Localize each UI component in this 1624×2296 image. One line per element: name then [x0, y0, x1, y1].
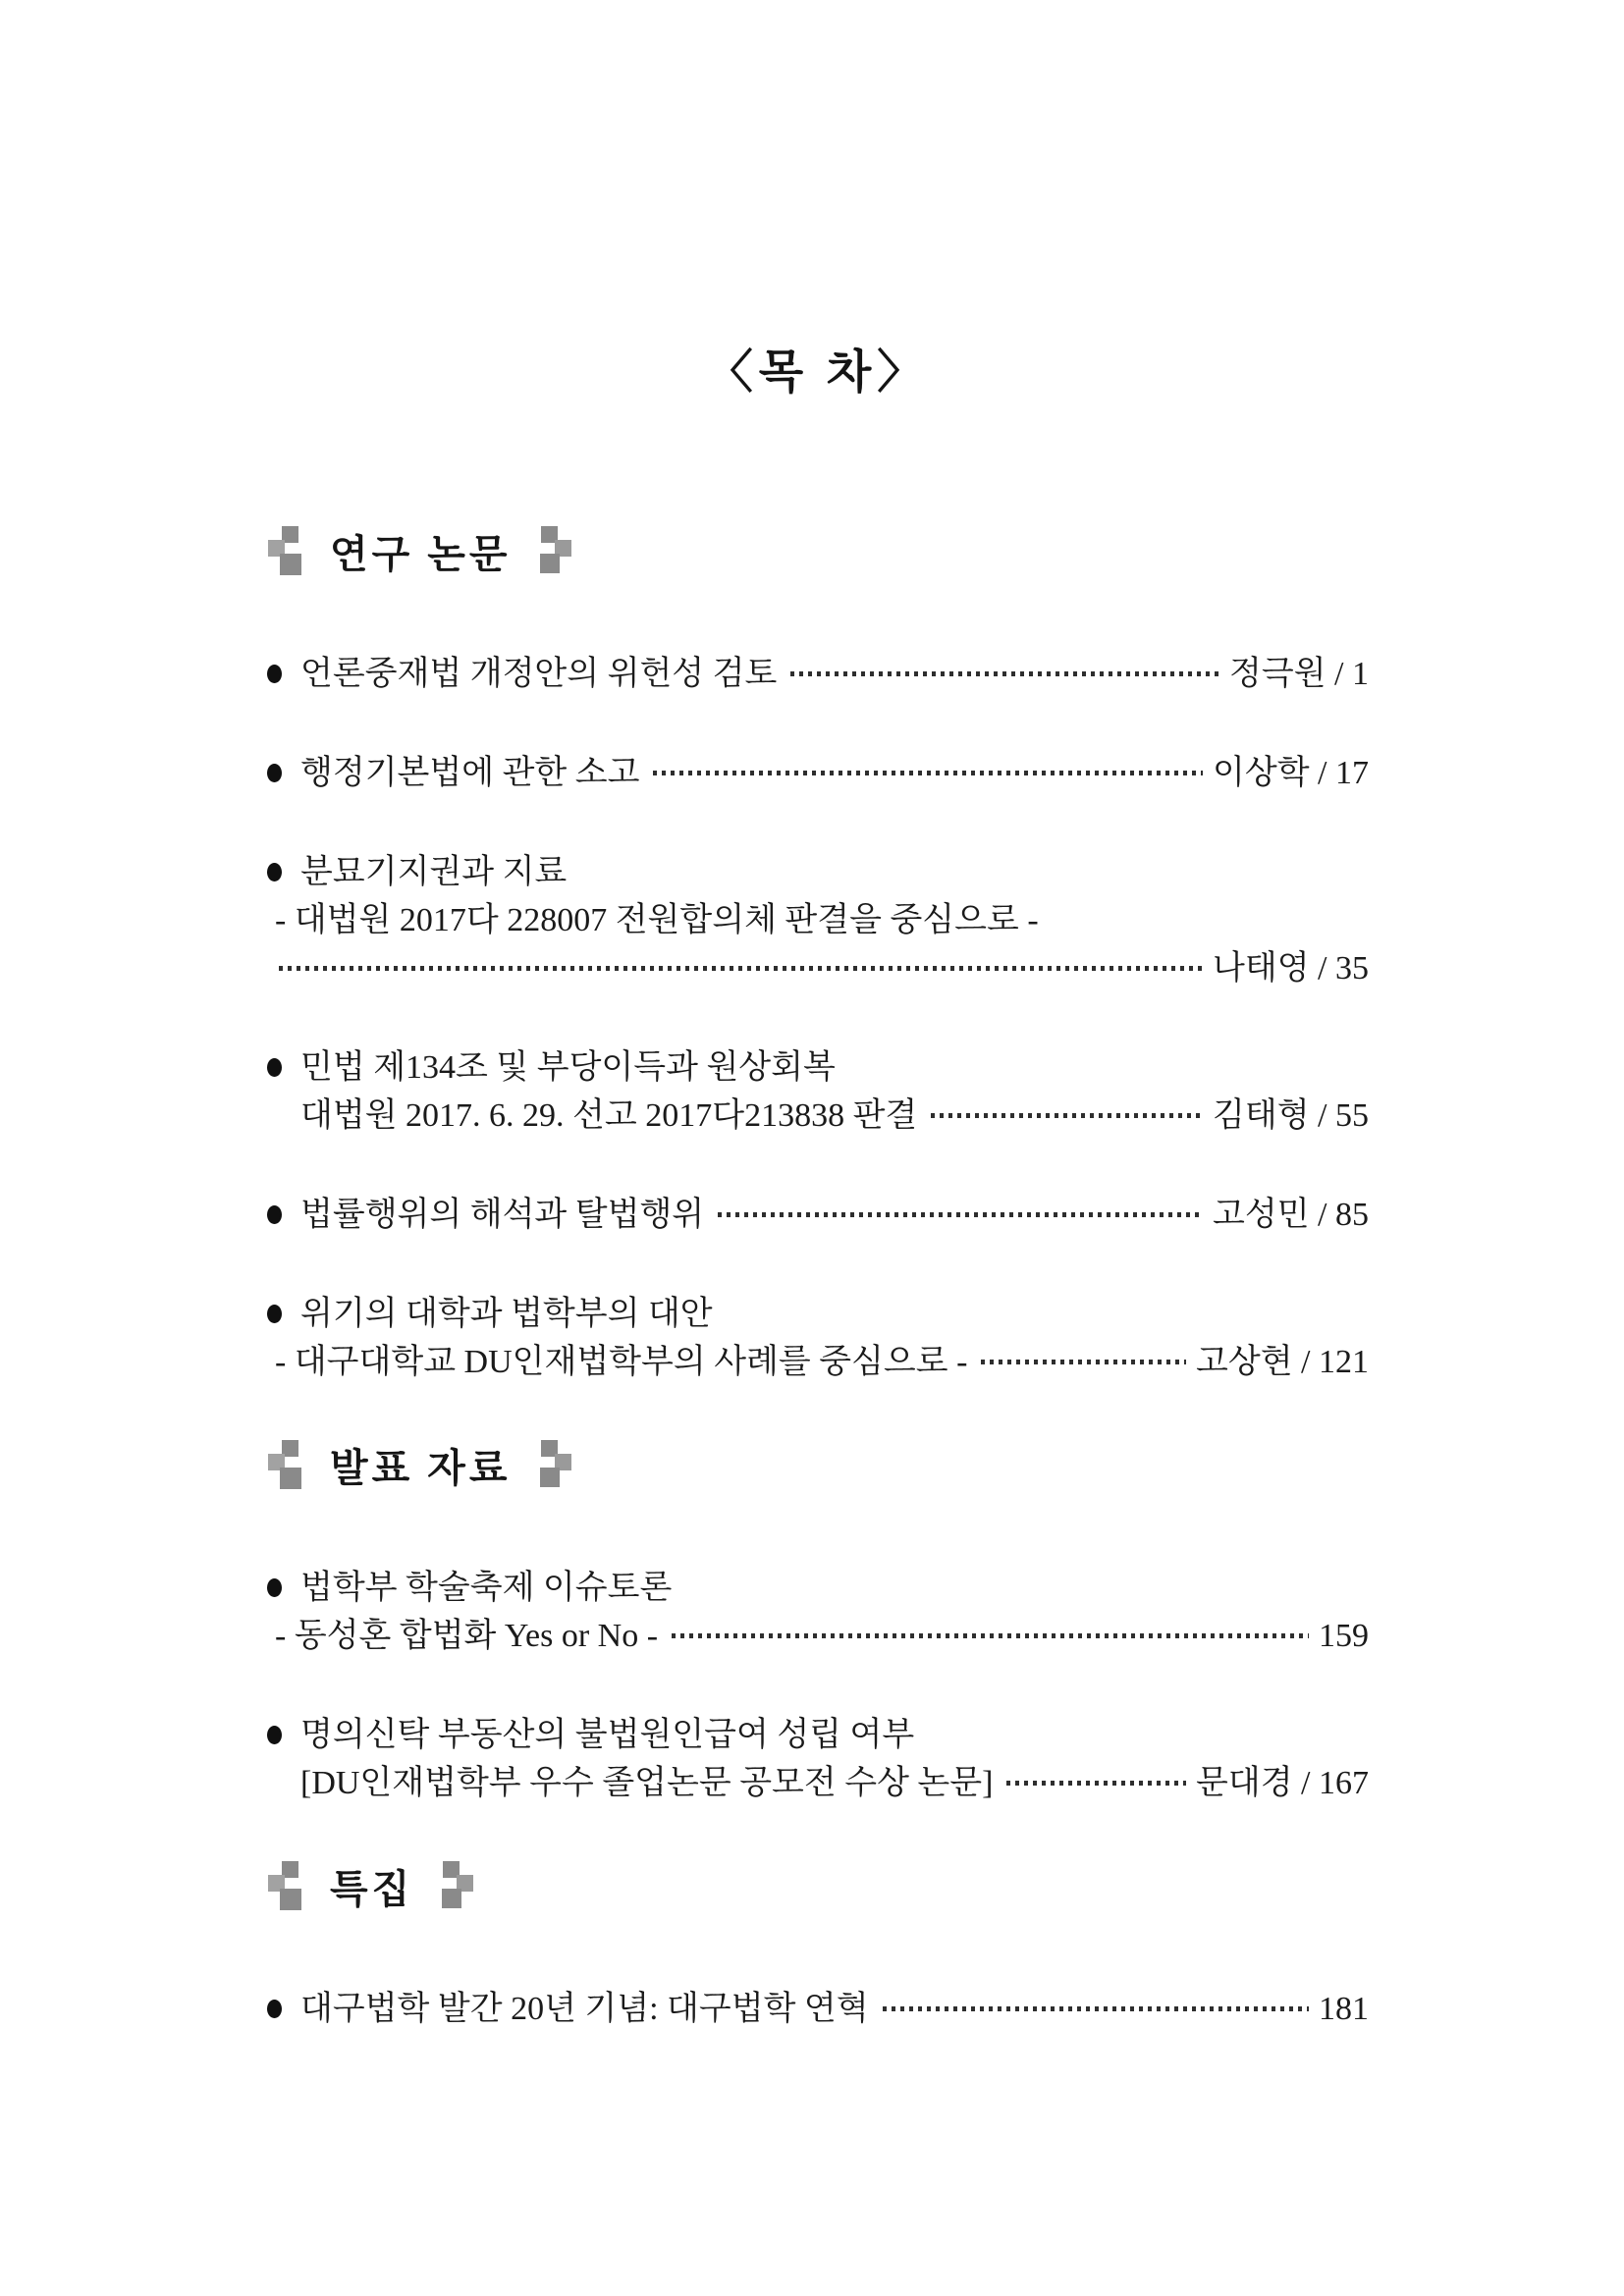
toc-item-ref: 나태영 / 35	[1213, 950, 1369, 987]
toc-item-subtitle: - 대법원 2017다 228007 전원합의체 판결을 중심으로 -	[275, 902, 1039, 938]
toc-item	[267, 1564, 1369, 1660]
toc-item-title: 민법 제134조 및 부당이득과 원상회복	[300, 1049, 836, 1086]
toc-item-ref: 정극원 / 1	[1229, 656, 1369, 692]
toc-item-title: 대구법학 발간 20년 기념: 대구법학 연혁	[300, 1991, 869, 2027]
toc-item-title: 명의신탁 부동산의 불법원인급여 성립 여부	[300, 1717, 915, 1753]
section-label: 발표 자료	[330, 1446, 512, 1490]
toc-item-subtitle: - 동성혼 합법화 Yes or No -	[275, 1618, 659, 1654]
page-title: 〈목 차〉	[706, 347, 930, 399]
bullet-icon	[267, 1726, 282, 1744]
toc-item-title: 언론중재법 개정안의 위헌성 검토	[300, 656, 778, 692]
toc-item-subtitle: 대법원 2017. 6. 29. 선고 2017다213838 판결	[300, 1097, 918, 1134]
bullet-icon	[267, 1205, 282, 1224]
toc-item-ref: 김태형 / 55	[1213, 1097, 1369, 1134]
dot-leader	[653, 771, 1203, 775]
bullet-icon	[267, 1305, 282, 1323]
section-header	[267, 1858, 1369, 1914]
toc-item	[267, 749, 1369, 797]
toc-item	[267, 1043, 1369, 1140]
section-marker-right-icon	[537, 526, 574, 577]
dot-leader	[718, 1212, 1203, 1217]
toc-item-ref: 고상현 / 121	[1196, 1344, 1369, 1380]
toc-item-ref: 181	[1319, 1991, 1369, 2027]
toc-item-ref: 이상학 / 17	[1213, 755, 1369, 791]
section-marker-right-icon	[439, 1861, 476, 1912]
bullet-icon	[267, 863, 282, 881]
section-label: 연구 논문	[330, 532, 512, 576]
bullet-icon	[267, 665, 282, 683]
section-research-papers	[267, 523, 1369, 1386]
toc-item-title: 행정기본법에 관한 소고	[300, 755, 640, 791]
section-label: 특집	[330, 1867, 414, 1911]
toc-item	[267, 848, 1369, 992]
toc-item-title: 위기의 대학과 법학부의 대안	[300, 1296, 713, 1332]
section-marker-left-icon	[267, 1440, 304, 1491]
bullet-icon	[267, 1578, 282, 1597]
dot-leader	[931, 1113, 1203, 1118]
toc-item-title: 법학부 학술축제 이슈토론	[300, 1570, 673, 1606]
toc-item-subtitle: - 대구대학교 DU인재법학부의 사례를 중심으로 -	[275, 1344, 968, 1380]
toc-item-title: 법률행위의 해석과 탈법행위	[300, 1197, 705, 1233]
toc-item	[267, 650, 1369, 698]
toc-page	[267, 336, 1369, 2084]
bullet-icon	[267, 764, 282, 782]
section-marker-left-icon	[267, 526, 304, 577]
section-header	[267, 1437, 1369, 1493]
dot-leader	[790, 671, 1219, 676]
section-header	[267, 523, 1369, 579]
bullet-icon	[267, 1058, 282, 1077]
dot-leader	[279, 966, 1203, 971]
section-special	[267, 1858, 1369, 2033]
toc-item	[267, 1985, 1369, 2033]
section-marker-left-icon	[267, 1861, 304, 1912]
dot-leader	[672, 1633, 1309, 1638]
toc-item	[267, 1711, 1369, 1807]
dot-leader	[1006, 1781, 1186, 1786]
section-marker-right-icon	[537, 1440, 574, 1491]
toc-item	[267, 1191, 1369, 1239]
toc-item	[267, 1290, 1369, 1386]
bullet-icon	[267, 2000, 282, 2018]
toc-item-title: 분묘기지권과 지료	[300, 854, 568, 890]
toc-item-ref: 159	[1319, 1618, 1369, 1654]
toc-item-subtitle: [DU인재법학부 우수 졸업논문 공모전 수상 논문]	[300, 1765, 994, 1801]
toc-item-ref: 고성민 / 85	[1213, 1197, 1369, 1233]
toc-item-ref: 문대경 / 167	[1196, 1765, 1369, 1801]
dot-leader	[883, 2006, 1309, 2011]
dot-leader	[981, 1360, 1186, 1364]
section-presentations	[267, 1437, 1369, 1807]
